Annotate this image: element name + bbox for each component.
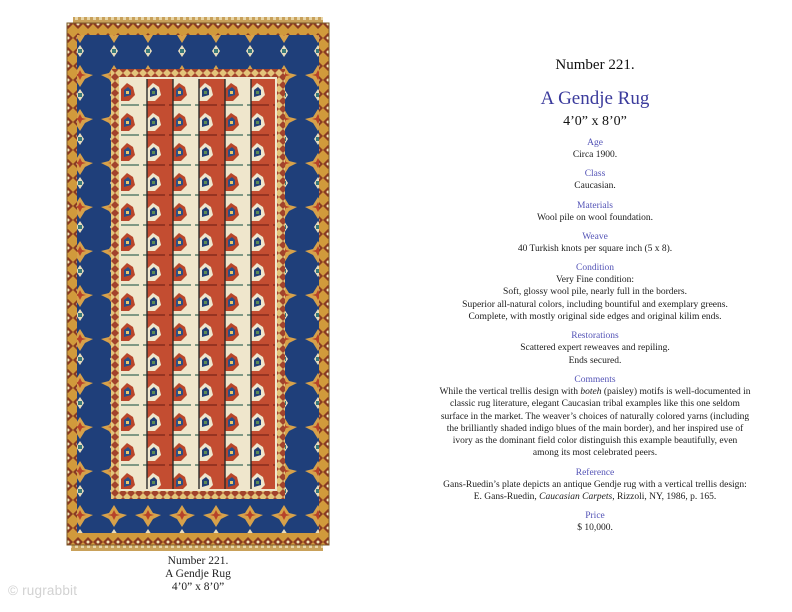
caption-size: 4’0” x 8’0” — [171, 581, 225, 593]
section-value — [428, 243, 762, 255]
section-line: among its most celebrated peers. — [532, 448, 658, 459]
watermark: © rugrabbit — [8, 583, 78, 598]
section-line: Scattered expert reweaves and repiling. — [520, 343, 670, 354]
section-label: Reference — [575, 467, 615, 478]
price-value: $ 10,000. — [577, 523, 613, 534]
section-materials — [428, 201, 762, 224]
section-label: Age — [587, 138, 603, 148]
section-label: Weave — [582, 231, 608, 242]
field-column — [147, 79, 173, 489]
section-value — [428, 522, 762, 534]
lot-size: 4’0” x 8’0” — [563, 114, 627, 129]
section-line: Superior all-natural colors, including bountiful and exemplary greens. — [462, 299, 728, 310]
section-value — [428, 180, 762, 192]
section-line: Complete, with mostly original side edges and original kilim ends. — [468, 312, 722, 323]
section-label: Comments — [574, 374, 616, 385]
section-price — [428, 511, 762, 534]
section-condition — [428, 263, 762, 323]
field-column — [225, 79, 251, 489]
image-caption — [98, 555, 298, 594]
section-class — [428, 169, 762, 192]
section-value — [428, 479, 762, 504]
section-line: Wool pile on wool foundation. — [536, 212, 654, 223]
section-restorations — [428, 331, 762, 367]
field-column — [251, 79, 275, 489]
section-value — [428, 342, 762, 367]
section-label: Materials — [577, 200, 613, 211]
lot-details — [428, 56, 762, 535]
section-value — [428, 386, 762, 460]
rug-image — [63, 17, 333, 551]
section-line: Soft, glossy wool pile, nearly full in the borders. — [503, 287, 687, 298]
section-label: Price — [585, 511, 605, 522]
field-column — [173, 79, 199, 489]
section-value — [428, 149, 762, 161]
rug-illustration — [63, 17, 333, 551]
caption-number: Number 221. — [167, 555, 229, 567]
section-comments — [428, 375, 762, 460]
section-label: Class — [584, 169, 606, 180]
section-line: the brilliantly shaded indigo blues of the main border), and her inspired use of — [446, 423, 744, 434]
section-value — [428, 212, 762, 224]
lot-number: Number 221. — [555, 57, 635, 73]
section-line: 40 Turkish knots per square inch (5 x 8). — [517, 243, 673, 254]
field-column — [199, 79, 225, 489]
section-label: Condition — [575, 263, 614, 274]
section-value — [428, 274, 762, 323]
section-line: Caucasian. — [574, 181, 616, 192]
section-line: surface in the market. The weaver’s choices of naturally colored yarns (including — [440, 411, 750, 422]
field-column — [121, 79, 147, 489]
caption-title: A Gendje Rug — [165, 568, 231, 580]
section-weave — [428, 232, 762, 255]
section-line: Ends secured. — [568, 355, 622, 366]
section-line: classic rug literature, elegant Caucasian tribal examples like this one seldom — [450, 399, 740, 410]
section-age — [428, 138, 762, 161]
section-reference — [428, 468, 762, 504]
section-label: Restorations — [571, 331, 619, 342]
section-line: Circa 1900. — [572, 150, 618, 160]
section-line: E. Gans-Ruedin, Caucasian Carpets, Rizzoli, NY, 1986, p. 165. — [473, 492, 717, 503]
section-line: ivory as the dominant field color distinguish this example beautifully, even — [452, 436, 738, 447]
section-line: While the vertical trellis design with boteh (paisley) motifs is well-documented in — [439, 386, 751, 397]
section-line: Very Fine condition: — [555, 275, 635, 286]
section-line: Gans-Ruedin’s plate depicts an antique Gendje rug with a vertical trellis design: — [443, 479, 747, 490]
lot-title: A Gendje Rug — [540, 88, 650, 109]
